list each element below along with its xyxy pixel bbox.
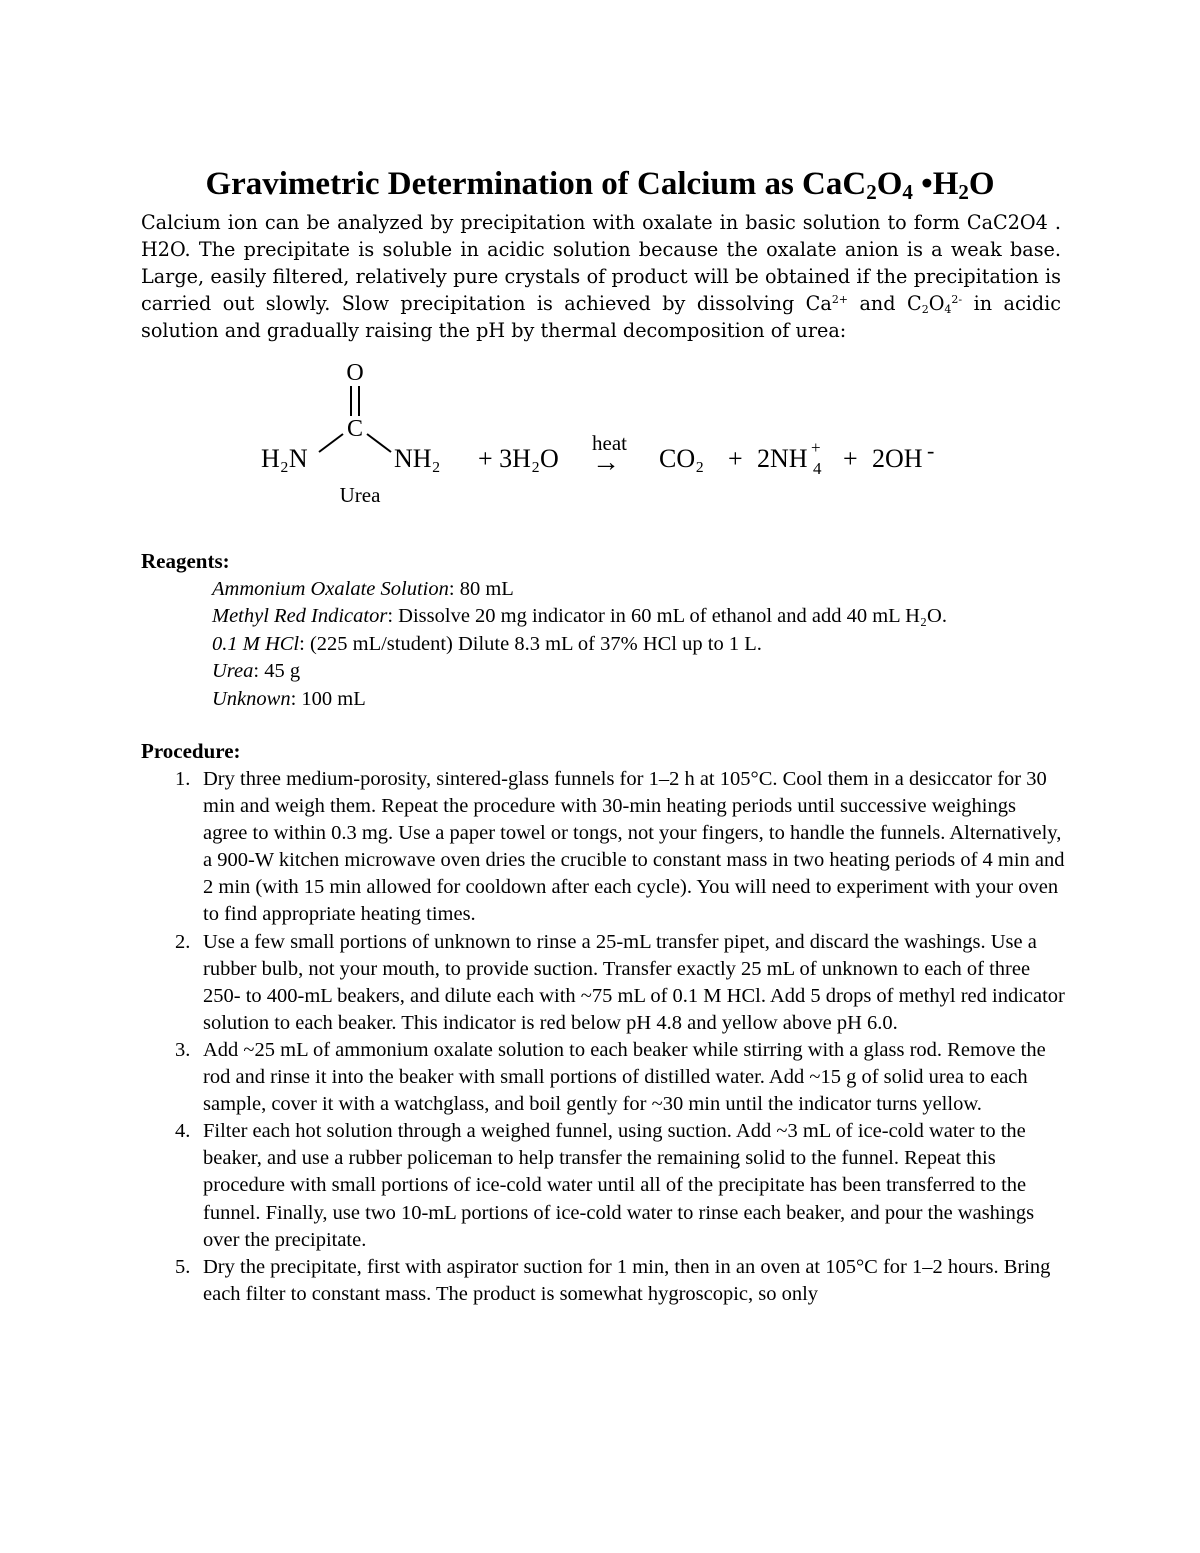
- procedure-step: 4. Filter each hot solution through a weighed funnel, using suction. Add ~3 mL of ice-cold water to the beaker, and use a rubber policeman to help transfer the remaining solid to the funnel. Repeat this procedure with small portions of ice-cold water until all of the precipitate has been transferred to the funnel. Finally, use two 10-mL portions of ice-cold water to rinse each beaker, and pour the washings over the precipitate.: [175, 1120, 1035, 1251]
- procedure-step: 3. Add ~25 mL of ammonium oxalate solution to each beaker while stirring with a glass rod. Remove the rod and rinse it into the beaker with small portions of distilled water. Add ~15 g of solid urea to each sample, cover it with a watchglass, and boil gently for ~30 min until the indicator turns yellow.: [175, 1038, 1046, 1116]
- heat-label: heat: [592, 431, 627, 455]
- reaction-arrow: →: [592, 447, 620, 478]
- hydroxide-charge: -: [927, 438, 935, 463]
- plus-sign-2: +: [843, 444, 858, 473]
- intro-paragraph: Calcium ion can be analyzed by precipitation with oxalate in basic solution to form CaC2O4 . H2O. The precipitate is soluble in acidic solution because the oxalate anion is a weak base. Large, easily filtered, relatively pure crystals of product will be obtained if the precipitation is carried out slowly. Slow precipitation is achieved by dissolving $Ca^{2+}$ and $C_2O_4^{2-}$ in acidic solution and gradually raising the pH by thermal decomposition of urea:: [141, 211, 1062, 342]
- reagent-item: Ammonium Oxalate Solution: 80 mL: [212, 578, 514, 600]
- procedure-step: 2. Use a few small portions of unknown to rinse a 25-mL transfer pipet, and discard the washings. Use a rubber bulb, not your mouth, to provide suction. Transfer exactly 25 mL of unknown to each of three 250- to 400-mL beakers, and dilute each with ~75 mL of 0.1 M HCl. Add 5 drops of methyl red indicator solution to each beaker. This indicator is red below pH 4.8 and yellow above pH 6.0.: [175, 930, 1065, 1034]
- procedure-step: 5. Dry the precipitate, first with aspirator suction for 1 min, then in an oven at 105°C for 1–2 hours. Bring each filter to constant mass. The product is somewhat hygroscopic, so only: [175, 1255, 1051, 1305]
- right-amine-group: NH₂: [394, 444, 441, 473]
- reagents-heading: Reagents:: [141, 549, 230, 573]
- hydroxide-term: 2OH: [872, 444, 923, 473]
- ammonium-term: 2NH: [757, 444, 808, 473]
- document-title: Gravimetric Determination of Calcium as $CaC_2O_4$ $•H_2O$: [205, 166, 995, 205]
- procedure-heading: Procedure:: [141, 739, 241, 763]
- procedure-list: [175, 766, 1065, 1308]
- left-amine-group: H₂N: [261, 444, 308, 473]
- ammonium-charge: +: [811, 438, 821, 457]
- water-term: + 3H₂O: [478, 444, 559, 473]
- plus-sign-1: +: [728, 444, 743, 473]
- urea-decomposition-equation: [255, 350, 945, 520]
- procedure-step: 1. Dry three medium-porosity, sintered-glass funnels for 1–2 h at 105°C. Cool them in a desiccator for 30 min and weigh them. Repeat the procedure with 30-min heating periods until successive weighings agree to within 0.3 mg. Use a paper towel or tongs, not your fingers, to handle the funnels. Alternatively, a 900-W kitchen microwave oven dries the crucible to constant mass in two heating periods of 4 min and 2 min (with 15 min allowed for cooldown after each cycle). You will need to experiment with your oven to find appropriate heating times.: [175, 768, 1065, 926]
- urea-label: Urea: [339, 483, 381, 507]
- bond-c-right-n: [367, 434, 391, 452]
- reagent-item: 0.1 M HCl: (225 mL/student) Dilute 8.3 mL of 37% HCl up to 1 L.: [212, 632, 762, 655]
- carbon-atom: C: [346, 416, 364, 442]
- ammonium-subscript: 4: [813, 459, 822, 478]
- oxygen-atom: O: [346, 360, 364, 386]
- bond-c-left-n: [319, 434, 343, 452]
- reagent-item: Unknown: 100 mL: [212, 687, 366, 710]
- reagent-item: Methyl Red Indicator: Dissolve 20 mg indicator in 60 mL of ethanol and add 40 mL H₂O.: [212, 605, 947, 628]
- reagents-list: [212, 576, 1112, 713]
- reagent-item: Urea: 45 g: [212, 660, 301, 683]
- carbon-dioxide-term: CO₂: [659, 444, 705, 473]
